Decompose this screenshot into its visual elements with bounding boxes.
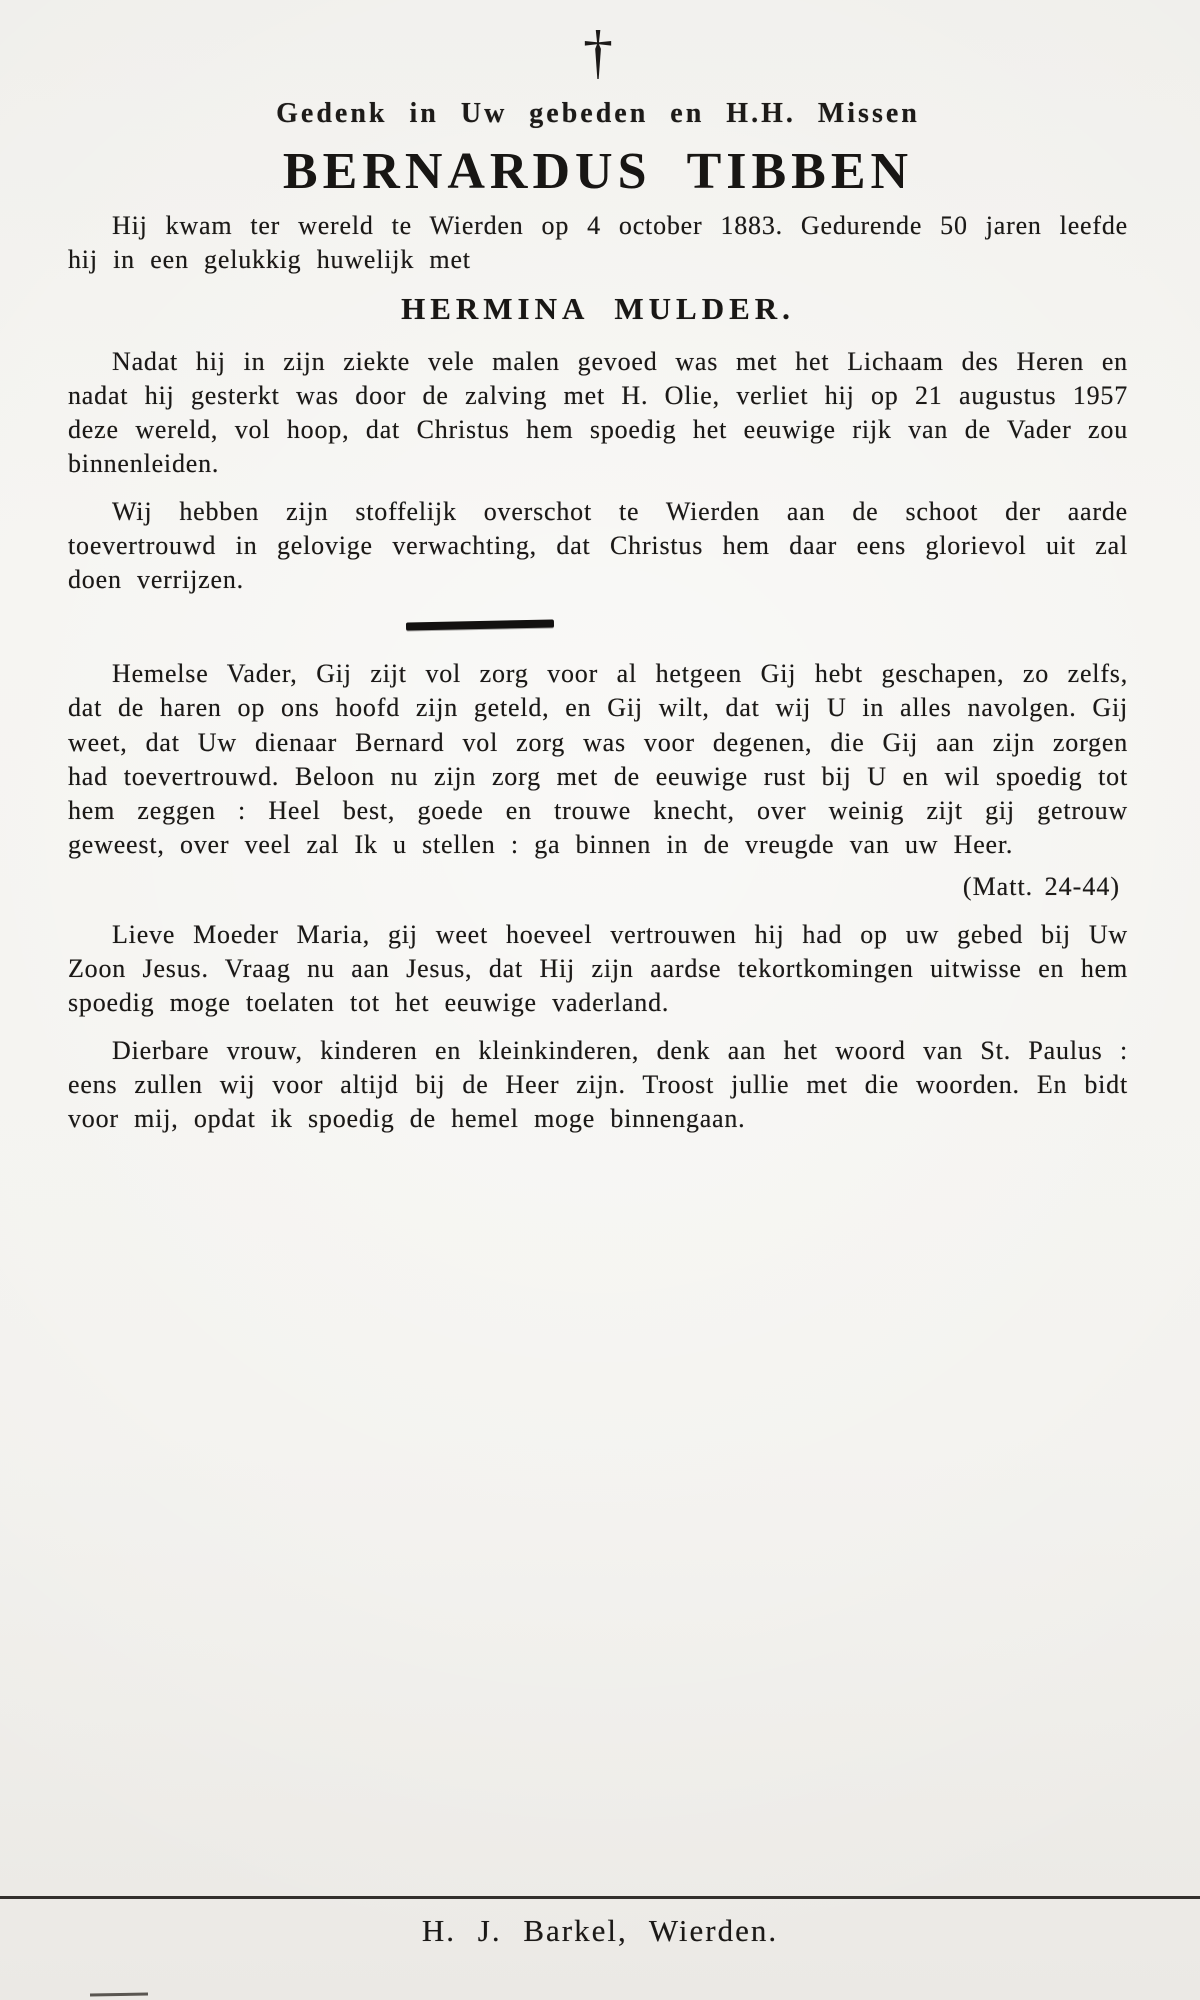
deceased-name: BERNARDUS TIBBEN bbox=[282, 143, 914, 200]
paragraph-prayer: Hemelse Vader, Gij zijt vol zorg voor al hetgeen Gij hebt geschapen, zo zelfs, dat de haren op ons hoofd zijn geteld, en Gij wilt, dat wij U in alles navolgen. Gij weet, dat Uw dienaar Bernard vol zorg was voor degenen, die Gij aan zijn zorgen had toevertrouwd. Beloon nu zijn zorg met de eeuwige rust bij U en wil spoedig tot hem zeggen : Heel best, goede en trouwe knecht, over weinig zijt gij getrouw geweest, over veel zal Ik u stellen : ga binnen in de vreugde van uw Heer. bbox=[68, 659, 1128, 859]
footer bbox=[0, 1896, 1200, 2000]
paragraph-maria: Lieve Moeder Maria, gij weet hoeveel vertrouwen hij had op uw gebed bij Uw Zoon Jesus. Vraag nu aan Jesus, dat Hij zijn aardse tekortkomingen uitwisse en hem spoedig moge toelaten tot het eeuwige vaderland. bbox=[68, 919, 1128, 1017]
paragraph-burial: Wij hebben zijn stoffelijk overschot te Wierden aan de schoot der aarde toevertrouwd in gelovige verwachting, dat Christus hem daar eens glorievol uit zal doen verrijzen. bbox=[68, 497, 1128, 595]
scan-edge-mark bbox=[90, 1992, 148, 1996]
spouse-name: HERMINA MULDER. bbox=[401, 291, 795, 327]
scripture-citation: (Matt. 24-44) bbox=[962, 871, 1120, 901]
paragraph-sickness: Nadat hij in zijn ziekte vele malen gevoed was met het Lichaam des Heren en nadat hij gesterkt was door de zalving met H. Olie, verliet hij op 21 augustus 1957 deze wereld, vol hoop, dat Christus hem spoedig het eeuwige rijk van de Vader zou binnenleiden. bbox=[68, 347, 1128, 479]
cross-icon: † bbox=[583, 19, 613, 85]
paragraph-birth: Hij kwam ter wereld te Wierden op 4 october 1883. Gedurende 50 jaren leefde hij in een gelukkig huwelijk met bbox=[68, 211, 1128, 275]
section-divider bbox=[406, 620, 554, 631]
invocation-line: Gedenk in Uw gebeden en H.H. Missen bbox=[276, 98, 920, 129]
footer-rule bbox=[0, 1896, 1200, 1899]
paragraph-family: Dierbare vrouw, kinderen en kleinkinderen, denk aan het woord van St. Paulus : eens zullen wij voor altijd bij de Heer zijn. Troost jullie met die woorden. En bidt voor mij, opdat ik spoedig de hemel moge binnengaan. bbox=[68, 1035, 1128, 1133]
printer-line: H. J. Barkel, Wierden. bbox=[421, 1913, 779, 1948]
